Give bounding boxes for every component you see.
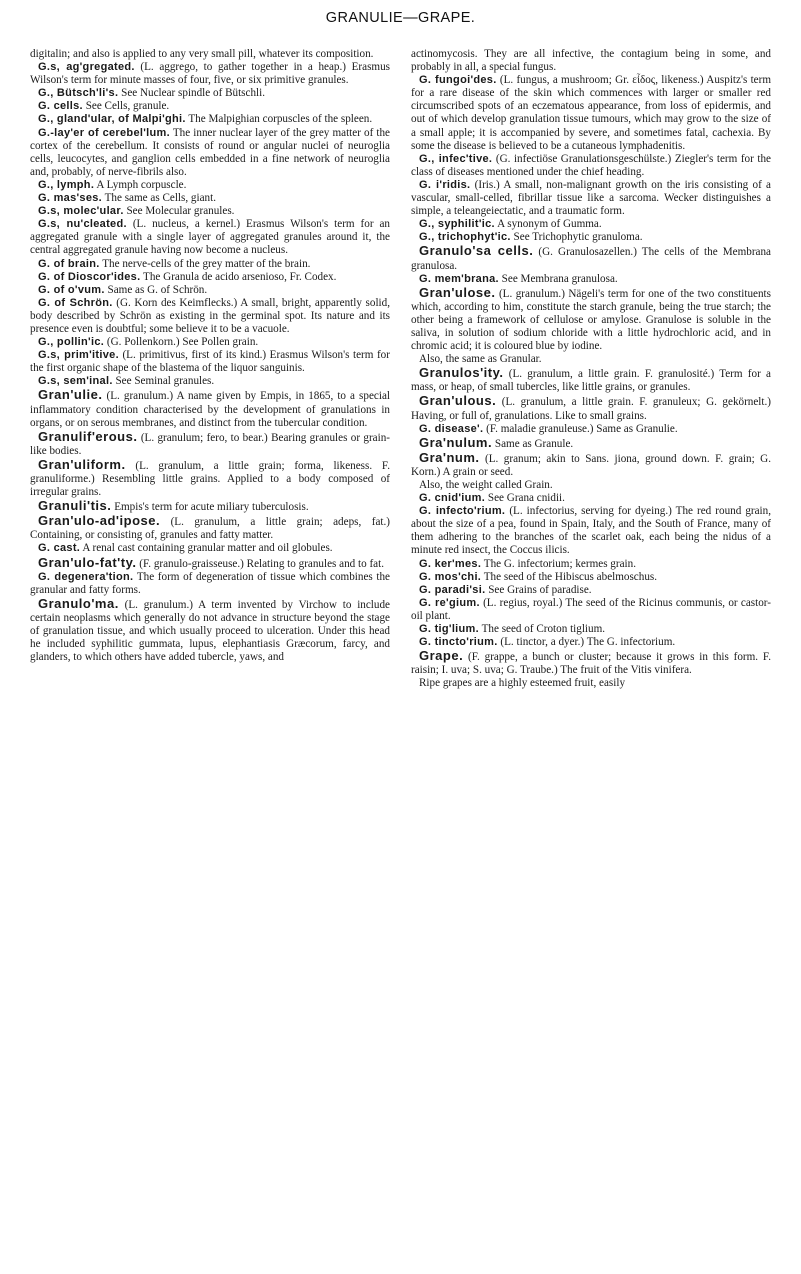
- dictionary-entry: [411, 218, 771, 231]
- entry-definition: A renal cast containing granular matter and oil globules.: [82, 542, 333, 555]
- entry-definition: The Granula de acido arsenioso, Fr. Codex.: [143, 270, 337, 283]
- entry-headword: G.s, ag'gregated.: [38, 61, 135, 74]
- dictionary-entry: [30, 514, 390, 542]
- entry-headword: G. cells.: [38, 100, 83, 113]
- dictionary-entry: [411, 584, 771, 597]
- entry-definition: (G. infectiöse Granulationsgeschülste.) Ziegler's term for the class of diseases mentioned under the chief heading.: [411, 152, 771, 178]
- entry-definition: (L. primitivus, first of its kind.) Erasmus Wilson's term for the first organic shape of the blastema of the liquor sanguinis.: [30, 349, 390, 375]
- entry-headword: G. tig'lium.: [419, 623, 479, 636]
- dictionary-entry: [411, 636, 771, 649]
- entry-headword: G.s, molec'ular.: [38, 205, 124, 218]
- entry-definition: (L. granulum, a little grain. F. granuleux; G. gekörnelt.) Having, or full of, granulations. Like to small grains.: [411, 396, 771, 422]
- entry-definition: (L. granulum.) A name given by Empis, in 1865, to a special inflammatory condition characterised by the development of granulations in organs, or on serous membranes, and distinct from the tubercular condition.: [30, 390, 390, 429]
- entry-headword: G. of Dioscor'ides.: [38, 270, 141, 283]
- entry-headword: G.-lay'er of cerebel'lum.: [38, 126, 170, 139]
- dictionary-entry: [411, 505, 771, 557]
- right-column: [411, 48, 771, 691]
- entry-definition: Also, the weight called Grain.: [419, 479, 553, 491]
- entry-headword: G.s, nu'cleated.: [38, 218, 127, 231]
- two-column-body: [30, 48, 771, 691]
- entry-headword: G. degenera'tion.: [38, 570, 134, 583]
- dictionary-entry: [411, 48, 771, 74]
- dictionary-entry: [30, 284, 390, 297]
- entry-definition: See Trichophytic granuloma.: [513, 231, 643, 244]
- entry-headword: G. infecto'rium.: [419, 505, 506, 518]
- entry-definition: See Grains of paradise.: [488, 583, 592, 596]
- entry-definition: (F. maladie granuleuse.) Same as Granulie.: [486, 422, 678, 435]
- dictionary-entry: [30, 556, 390, 571]
- entry-headword: Gran'uliform.: [38, 456, 126, 472]
- entry-definition: The Malpighian corpuscles of the spleen.: [188, 113, 373, 126]
- entry-headword: G., syphilit'ic.: [419, 218, 495, 231]
- entry-headword: G. of Schrön.: [38, 296, 113, 309]
- entry-definition: Empis's term for acute miliary tuberculosis.: [114, 501, 309, 514]
- entry-definition: The same as Cells, giant.: [104, 192, 216, 205]
- entry-headword: Gran'ulo-fat'ty.: [38, 554, 137, 570]
- entry-definition: (L. infectorius, serving for dyeing.) The red round grain, about the size of a pea, found in Spain, Italy, and the South of France, many of them adhering to the branches of the scarlet oak, each being the nidus of a minute red insect, the Coccus ilicis.: [411, 505, 771, 557]
- entry-headword: G., pollin'ic.: [38, 336, 105, 349]
- entry-definition: Same as G. of Schrön.: [107, 283, 208, 296]
- left-column: [30, 48, 390, 691]
- entry-headword: G. mas'ses.: [38, 192, 103, 205]
- entry-definition: Ripe grapes are a highly esteemed fruit, easily: [419, 677, 626, 690]
- entry-headword: Gra'nulum.: [419, 434, 493, 450]
- entry-definition: (L. granulum.) Nägeli's term for one of the two constituents which, according to him, constitute the starch granule, being the true starch; the other being a framework of cellulose or amylose. Granulose is soluble in the saliva, in solution of sodium chloride with a little hydrochloric acid, and in chromic acid; it is coloured blue by iodine.: [411, 287, 771, 353]
- entry-definition: The G. infectorium; kermes grain.: [483, 557, 636, 570]
- entry-headword: G., gland'ular, of Malpi'ghi.: [38, 113, 186, 126]
- dictionary-entry: [30, 349, 390, 375]
- dictionary-entry: [30, 297, 390, 336]
- entry-definition: (F. granulo-graisseuse.) Relating to granules and to fat.: [139, 557, 385, 570]
- dictionary-entry: [411, 649, 771, 677]
- entry-headword: G., trichophyt'ic.: [419, 231, 511, 244]
- entry-headword: G., Bütsch'li's.: [38, 87, 119, 100]
- dictionary-entry: [30, 218, 390, 257]
- entry-definition: (L. granulum.) A term invented by Virchow to include certain neoplasms which generally do not advance in structure beyond the stage of granulation tissue, and which usually proceed to ulceration. Under this head he included syphilitic gummata, lupus, elephantiasis Græcorum, farcy, and glanders, to which others have added tubercle, yaws, and: [30, 598, 390, 664]
- entry-headword: G., lymph.: [38, 178, 95, 191]
- entry-definition: (L. granulum, a little grain. F. granulosité.) Term for a mass, or heap, of small tubercles, like little grains, or granules.: [411, 368, 771, 394]
- entry-headword: G. ker'mes.: [419, 557, 482, 570]
- entry-definition: (L. granulum, a little grain; forma, likeness. F. granuliforme.) Resembling little grains. Applied to a body composed of irregular grains.: [30, 459, 390, 499]
- entry-headword: G., infec'tive.: [419, 152, 493, 165]
- entry-definition: (L. fungus, a mushroom; Gr. εἶδος, likeness.) Auspitz's term for a rare disease of the skin which commences with larger or smaller red circumscribed spots of an eczematous appearance, from loss of epidermis, and out of which develop granulation tissue tumours, which may grow to the size of a small apple; it is accompanied by severe, and sometimes fatal, cachexia. By some the disease is believed to be a cutaneous lymphadenitis.: [411, 74, 771, 152]
- entry-headword: G. of o'vum.: [38, 283, 105, 296]
- dictionary-entry: [30, 597, 390, 664]
- dictionary-entry: [411, 436, 771, 451]
- entry-definition: See Molecular granules.: [126, 205, 235, 218]
- entry-headword: Grape.: [419, 648, 464, 664]
- entry-definition: See Membrana granulosa.: [501, 272, 618, 285]
- entry-definition: See Seminal granules.: [115, 375, 215, 388]
- entry-headword: Gran'ulie.: [38, 387, 103, 403]
- entry-definition: The inner nuclear layer of the grey matter of the cortex of the cerebellum. It consists of round or angular nuclei of neuroglia cells, leucocytes, and ganglion cells embedded in a fine network of neuroglia and, probably, of nerve-fibrils also.: [30, 126, 390, 178]
- dictionary-entry: [30, 499, 390, 514]
- dictionary-entry: [30, 192, 390, 205]
- dictionary-entry: [411, 677, 771, 690]
- entry-headword: Gran'ulo-ad'ipose.: [38, 513, 161, 529]
- entry-definition: A Lymph corpuscle.: [96, 178, 187, 191]
- entry-headword: Gran'ulose.: [419, 284, 496, 300]
- entry-headword: G. cast.: [38, 542, 81, 555]
- entry-definition: digitalin; and also is applied to any very small pill, whatever its composition.: [30, 48, 374, 60]
- dictionary-entry: [30, 205, 390, 218]
- entry-headword: Gran'ulous.: [419, 393, 497, 409]
- dictionary-entry: [30, 100, 390, 113]
- dictionary-entry: [411, 571, 771, 584]
- dictionary-entry: [30, 113, 390, 126]
- entry-definition: A synonym of Gumma.: [497, 218, 602, 231]
- entry-headword: G. i'ridis.: [419, 178, 471, 191]
- dictionary-entry: [411, 558, 771, 571]
- entry-definition: (L. granulum, a little grain; adeps, fat.) Containing, or consisting of, granules and fatty matter.: [30, 516, 390, 542]
- dictionary-entry: [30, 271, 390, 284]
- dictionary-entry: [30, 336, 390, 349]
- entry-headword: G. tincto'rium.: [419, 636, 498, 649]
- entry-headword: Gra'num.: [419, 449, 480, 465]
- dictionary-entry: [30, 87, 390, 100]
- entry-headword: Granulo'sa cells.: [419, 243, 534, 259]
- entry-definition: (L. granum; akin to Sans. jiona, ground down. F. grain; G. Korn.) A grain or seed.: [411, 452, 771, 478]
- entry-definition: (L. granulum; fero, to bear.) Bearing granules or grain-like bodies.: [30, 431, 390, 457]
- entry-definition: actinomycosis. They are all infective, the contagium being in some, and probably in all, a special fungus.: [411, 48, 771, 74]
- entry-headword: G. cnid'ium.: [419, 492, 486, 505]
- entry-headword: Granulos'ity.: [419, 365, 504, 381]
- entry-definition: (F. grappe, a bunch or cluster; because it grows in this form. F. raisin; I. uva; S. uva; G. Traube.) The fruit of the Vitis vinifera.: [411, 651, 771, 677]
- entry-definition: Same as Granule.: [494, 437, 574, 450]
- entry-definition: (L. regius, royal.) The seed of the Ricinus communis, or castor-oil plant.: [411, 596, 771, 622]
- dictionary-entry: [30, 258, 390, 271]
- entry-definition: Also, the same as Granular.: [419, 353, 542, 366]
- dictionary-entry: [30, 458, 390, 499]
- entry-definition: See Cells, granule.: [85, 100, 170, 113]
- entry-definition: (G. Granulosazellen.) The cells of the Membrana granulosa.: [411, 246, 772, 272]
- dictionary-entry: [30, 388, 390, 429]
- entry-definition: (L. aggrego, to gather together in a heap.) Erasmus Wilson's term for minute masses of four, five, or six primitive granules.: [30, 61, 390, 87]
- entry-definition: (Iris.) A small, non-malignant growth on the iris consisting of a vascular, small-celled, fibrillar tissue like a sarcoma. Wecker distinguishes a simple, a teleangeiectatic, and a traumatic form.: [411, 178, 771, 218]
- dictionary-entry: [411, 366, 771, 394]
- entry-definition: (G. Korn des Keimflecks.) A small, bright, apparently solid, body described by Schrön as existing in the germinal spot. Its nature and its presence even is doubtful; some believe it to be a vacuole.: [30, 296, 390, 335]
- entry-headword: G. disease'.: [419, 422, 484, 435]
- entry-definition: (G. Pollenkorn.) See Pollen grain.: [106, 336, 259, 349]
- dictionary-entry: [30, 61, 390, 87]
- entry-definition: The form of degeneration of tissue which combines the granular and fatty forms.: [30, 570, 390, 596]
- entry-headword: G.s, prim'itive.: [38, 349, 119, 362]
- dictionary-entry: [411, 244, 771, 272]
- dictionary-entry: [411, 153, 771, 179]
- entry-headword: Granuli'tis.: [38, 498, 112, 514]
- dictionary-entry: [411, 479, 771, 492]
- entry-headword: Granulif'erous.: [38, 428, 138, 444]
- dictionary-entry: [30, 48, 390, 61]
- dictionary-entry: [411, 179, 771, 218]
- entry-headword: G. mos'chi.: [419, 570, 482, 583]
- entry-headword: G. re'gium.: [419, 596, 480, 609]
- dictionary-entry: [30, 571, 390, 597]
- dictionary-entry: [411, 394, 771, 422]
- entry-definition: The seed of Croton tiglium.: [481, 623, 606, 636]
- entry-definition: See Nuclear spindle of Bütschli.: [121, 87, 265, 100]
- dictionary-entry: [411, 451, 771, 479]
- dictionary-entry: [411, 623, 771, 636]
- dictionary-entry: [411, 286, 771, 353]
- dictionary-entry: [30, 430, 390, 458]
- entry-headword: G. paradi'si.: [419, 583, 486, 596]
- dictionary-entry: [411, 492, 771, 505]
- dictionary-entry: [411, 74, 771, 153]
- running-head: GRANULIE—GRAPE.: [325, 10, 476, 26]
- entry-headword: Granulo'ma.: [38, 595, 119, 611]
- entry-definition: (L. nucleus, a kernel.) Erasmus Wilson's term for an aggregated granule with a single layer of aggregated granules around it, the central aggregated granule having now become a nucleus.: [30, 218, 390, 257]
- entry-headword: G. of brain.: [38, 257, 100, 270]
- dictionary-entry: [30, 127, 390, 179]
- entry-definition: The seed of the Hibiscus abelmoschus.: [483, 570, 658, 583]
- dictionary-entry: [411, 597, 771, 623]
- entry-headword: G.s, sem'inal.: [38, 375, 113, 388]
- dictionary-entry: [30, 179, 390, 192]
- entry-headword: G. fungoi'des.: [419, 74, 497, 87]
- entry-definition: See Grana cnidii.: [487, 492, 565, 505]
- entry-definition: The nerve-cells of the grey matter of the brain.: [102, 257, 311, 270]
- entry-definition: (L. tinctor, a dyer.) The G. infectorium.: [500, 636, 676, 649]
- entry-headword: G. mem'brana.: [419, 272, 499, 285]
